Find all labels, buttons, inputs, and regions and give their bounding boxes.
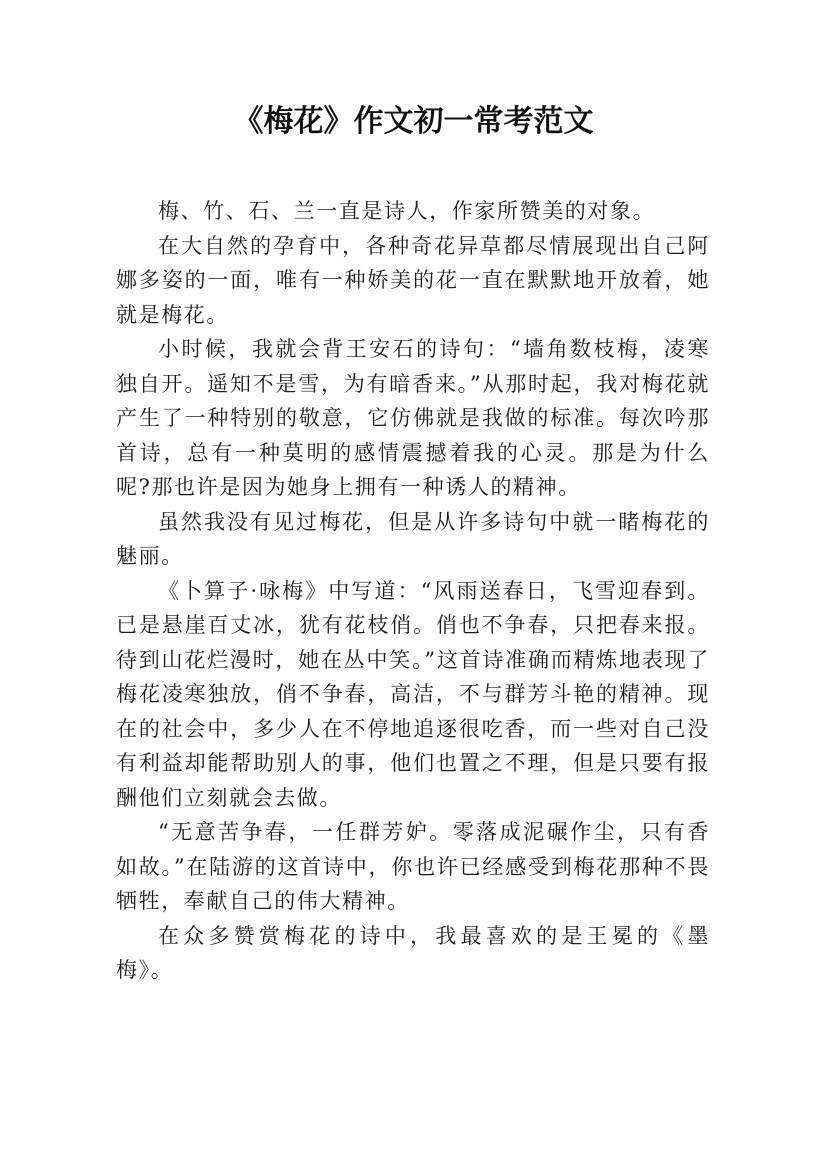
paragraph: 在众多赞赏梅花的诗中，我最喜欢的是王冕的《墨梅》。 [116,923,710,982]
paragraph: 《卜算子·咏梅》中写道：“风雨送春日，飞雪迎春到。已是悬崖百丈冰，犹有花枝俏。俏也不争春，只把春来报。待到山花烂漫时，她在丛中笑。”这首诗准确而精炼地表现了梅花凌寒独放，俏不争春，高洁，不与群芳斗艳的精神。现在的社会中，多少人在不停地追逐很吃香，而一些对自己没有利益却能帮助别人的事，他们也置之不理，但是只要有报酬他们立刻就会去做。 [116,578,710,810]
paragraph: 梅、竹、石、兰一直是诗人，作家所赞美的对象。 [158,199,656,223]
document-body [116,194,710,988]
paragraph: 虽然我没有见过梅花，但是从许多诗句中就一睹梅花的魅丽。 [116,509,710,568]
paragraph: “无意苦争春，一任群芳妒。零落成泥碾作尘，只有香如故。”在陆游的这首诗中，你也许已经感受到梅花那种不畏牺牲，奉献自己的伟大精神。 [116,820,710,913]
paragraph: 小时候，我就会背王安石的诗句：“墙角数枝梅，凌寒独自开。遥知不是雪，为有暗香来。”从那时起，我对梅花就产生了一种特别的敬意，它仿佛就是我做的标准。每次吟那首诗，总有一种莫明的感情震撼着我的心灵。那是为什么呢?那也许是因为她身上拥有一种诱人的精神。 [116,337,710,499]
document-title: 《梅花》作文初一常考范文 [233,104,594,139]
paragraph: 在大自然的孕育中，各种奇花异草都尽情展现出自己阿娜多姿的一面，唯有一种娇美的花一直在默默地开放着，她就是梅花。 [116,233,710,327]
